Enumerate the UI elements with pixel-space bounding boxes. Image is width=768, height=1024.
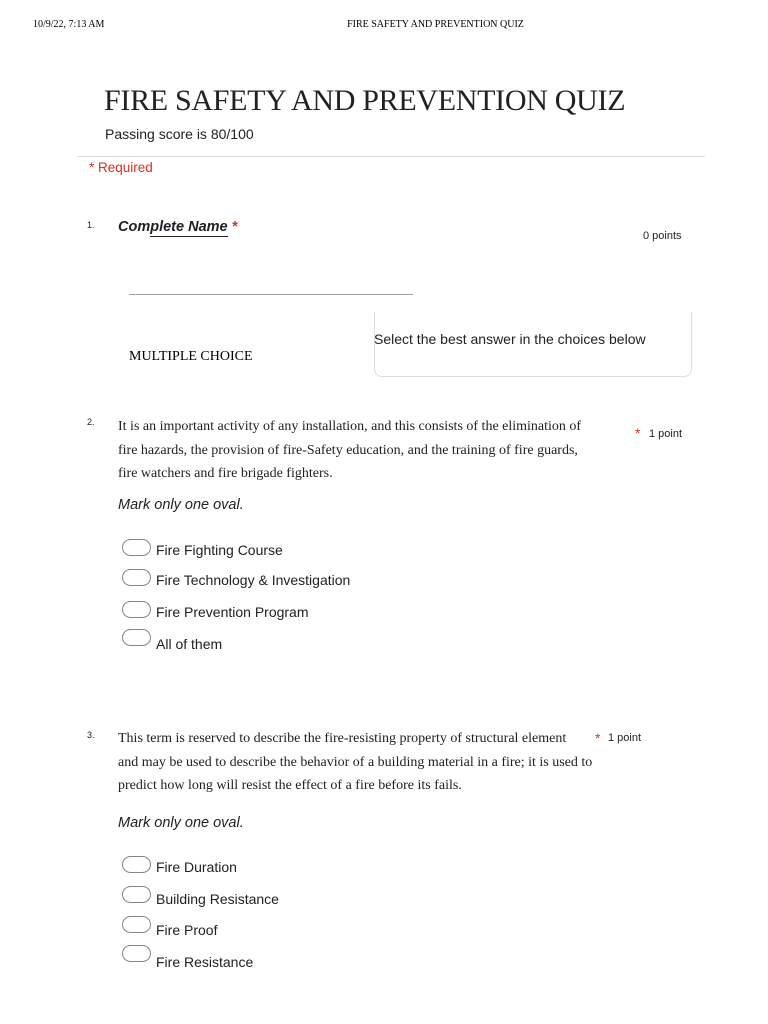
print-datetime: 10/9/22, 7:13 AM	[33, 19, 105, 30]
question-2-instruction: Mark only one oval.	[118, 497, 244, 513]
question-2-points: 1 point	[649, 428, 683, 440]
option-label: Fire Fighting Course	[156, 542, 283, 558]
question-3-number: 3.	[87, 730, 95, 740]
option-label: Fire Proof	[156, 922, 218, 938]
question-3-text-line: predict how long will resist the effect of a fire before its fails.	[118, 778, 462, 793]
question-2-text-line: fire watchers and fire brigade fighters.	[118, 466, 333, 481]
option-label: Fire Prevention Program	[156, 604, 309, 620]
option-label: Building Resistance	[156, 891, 279, 907]
question-3-text-line: and may be used to describe the behavior of a building material in a fire; it is used to	[118, 754, 593, 770]
complete-name-input[interactable]	[129, 294, 413, 295]
required-note: * Required	[89, 160, 153, 175]
question-2-number: 2.	[87, 417, 95, 427]
option-label: Fire Duration	[156, 859, 237, 875]
option-label: Fire Resistance	[156, 954, 254, 970]
radio-oval[interactable]	[122, 569, 151, 586]
question-1-label-start: Com	[118, 219, 151, 235]
form-title: FIRE SAFETY AND PREVENTION QUIZ	[104, 84, 626, 117]
radio-oval[interactable]	[122, 916, 151, 933]
question-3-text	[118, 727, 592, 798]
option-label: All of them	[156, 636, 223, 652]
required-star: *	[635, 425, 641, 441]
form-description: Passing score is 80/100	[105, 126, 254, 142]
radio-oval[interactable]	[122, 629, 151, 646]
radio-oval[interactable]	[122, 601, 151, 618]
required-star: *	[595, 730, 601, 746]
question-1-label-rest: plete Name	[150, 219, 228, 235]
question-2-text	[118, 415, 581, 486]
print-header-title: FIRE SAFETY AND PREVENTION QUIZ	[347, 19, 524, 30]
radio-oval[interactable]	[122, 856, 151, 873]
question-2-text-line: It is an important activity of any installation, and this consists of the elimination of	[118, 419, 582, 434]
required-star: *	[231, 219, 238, 235]
question-1-number: 1.	[87, 220, 95, 230]
question-3-instruction: Mark only one oval.	[118, 815, 244, 831]
section-description: Select the best answer in the choices below	[374, 331, 646, 347]
question-2-text-line: fire hazards, the provision of fire-Safety education, and the training of fire guards,	[118, 442, 578, 458]
question-1-label	[118, 219, 237, 235]
radio-oval[interactable]	[122, 945, 151, 962]
radio-oval[interactable]	[122, 886, 151, 903]
section-title: MULTIPLE CHOICE	[129, 349, 253, 364]
question-3-text-line: This term is reserved to describe the fire-resisting property of structural element	[118, 731, 567, 746]
header-divider	[78, 156, 705, 157]
question-3-points: 1 point	[608, 732, 642, 744]
radio-oval[interactable]	[122, 539, 151, 556]
question-1-points: 0 points	[643, 230, 682, 242]
option-label: Fire Technology & Investigation	[156, 572, 351, 588]
